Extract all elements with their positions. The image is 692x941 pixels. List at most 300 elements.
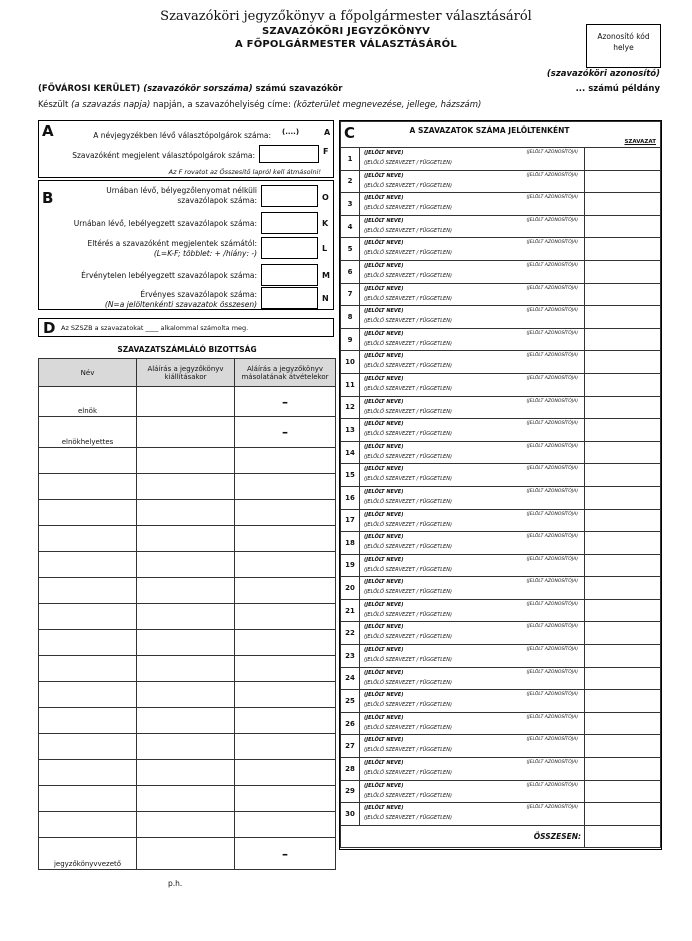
candidate-name: (JELÖLT NEVE) <box>364 534 404 541</box>
votes-field[interactable] <box>585 599 661 622</box>
candidate-organization: (JELÖLŐ SZERVEZET / FÜGGETLEN) <box>364 453 452 460</box>
candidate-name: (JELÖLT NEVE) <box>364 556 404 563</box>
candidate-cell <box>360 712 585 735</box>
form-title: Szavazóköri jegyzőkönyv a főpolgármester választásáról <box>160 9 532 24</box>
votes-field[interactable] <box>585 170 661 193</box>
candidate-cell <box>360 373 585 396</box>
candidate-id: (JELÖLT AZONOSÍTÓJA) <box>526 692 578 698</box>
candidate-cell <box>360 238 585 261</box>
difference-field[interactable] <box>261 237 318 259</box>
table-row <box>39 552 336 578</box>
address-label: (közterület megnevezése, jellege, házszám) <box>293 100 482 110</box>
signature-cell[interactable] <box>137 387 235 417</box>
candidate-row <box>341 645 661 668</box>
votes-field[interactable] <box>585 238 661 261</box>
candidate-cell <box>360 328 585 351</box>
votes-field[interactable] <box>585 419 661 442</box>
table-row <box>39 578 336 604</box>
signature-cell[interactable] <box>137 630 235 656</box>
candidate-row <box>341 396 661 419</box>
signature-cell[interactable] <box>137 500 235 526</box>
candidate-row <box>341 532 661 555</box>
candidate-cell <box>360 283 585 306</box>
candidate-id: (JELÖLT AZONOSÍTÓJA) <box>526 172 578 178</box>
section-c-letter: C <box>344 124 356 142</box>
candidate-cell <box>360 419 585 442</box>
invalid-ballots-field[interactable] <box>261 264 318 286</box>
candidate-row <box>341 283 661 306</box>
name-cell[interactable] <box>39 786 137 812</box>
seal-placeholder: p.h. <box>168 879 183 888</box>
candidate-cell <box>360 667 585 690</box>
committee-table <box>38 358 336 870</box>
candidate-id: (JELÖLT AZONOSÍTÓJA) <box>526 398 578 404</box>
table-row <box>39 708 336 734</box>
candidate-id: (JELÖLT AZONOSÍTÓJA) <box>526 217 578 223</box>
votes-field[interactable] <box>585 193 661 216</box>
name-cell[interactable] <box>39 526 137 552</box>
candidate-cell <box>360 148 585 171</box>
row-o-code: O <box>322 193 329 202</box>
signature-cell[interactable] <box>235 500 336 526</box>
votes-field[interactable] <box>585 373 661 396</box>
candidate-organization: (JELÖLŐ SZERVEZET / FÜGGETLEN) <box>364 544 452 551</box>
candidate-name: (JELÖLT NEVE) <box>364 624 404 631</box>
signature-cell[interactable] <box>137 708 235 734</box>
candidate-row <box>341 667 661 690</box>
candidate-row <box>341 780 661 803</box>
votes-field[interactable] <box>585 667 661 690</box>
candidate-organization: (JELÖLŐ SZERVEZET / FÜGGETLEN) <box>364 679 452 686</box>
signature-cell[interactable] <box>235 474 336 500</box>
name-cell[interactable] <box>39 604 137 630</box>
candidate-organization: (JELÖLŐ SZERVEZET / FÜGGETLEN) <box>364 521 452 528</box>
valid-ballots-formula: (N=a jelöltenkénti szavazatok összesen) <box>104 300 257 309</box>
candidate-row-number: 24 <box>341 667 360 690</box>
table-row <box>39 604 336 630</box>
candidate-row <box>341 509 661 532</box>
candidate-cell <box>360 215 585 238</box>
candidate-organization: (JELÖLŐ SZERVEZET / FÜGGETLEN) <box>364 702 452 709</box>
candidate-row-number: 6 <box>341 260 360 283</box>
candidate-organization: (JELÖLŐ SZERVEZET / FÜGGETLEN) <box>364 295 452 302</box>
votes-column-header: SZAVAZAT <box>624 139 656 145</box>
candidate-name: (JELÖLT NEVE) <box>364 782 404 789</box>
row-m-code: M <box>322 271 330 280</box>
candidate-row-number: 27 <box>341 735 360 758</box>
signature-cell[interactable] <box>235 526 336 552</box>
candidate-id: (JELÖLT AZONOSÍTÓJA) <box>526 195 578 201</box>
form-title-bold-2: A FŐPOLGÁRMESTER VÁLASZTÁSÁRÓL <box>235 39 457 50</box>
stamped-ballots-label: Urnában lévő, lebélyegzett szavazólapok száma: <box>73 219 257 228</box>
candidate-id: (JELÖLT AZONOSÍTÓJA) <box>526 737 578 743</box>
table-row <box>39 500 336 526</box>
votes-field[interactable] <box>585 577 661 600</box>
candidate-organization: (JELÖLŐ SZERVEZET / FÜGGETLEN) <box>364 657 452 664</box>
candidate-cell <box>360 554 585 577</box>
candidate-organization: (JELÖLŐ SZERVEZET / FÜGGETLEN) <box>364 611 452 618</box>
candidate-id: (JELÖLT AZONOSÍTÓJA) <box>526 782 578 788</box>
signature-cell[interactable] <box>137 838 235 870</box>
candidate-cell <box>360 735 585 758</box>
candidate-row <box>341 351 661 374</box>
made-label: Készült <box>38 100 69 110</box>
candidate-organization: (JELÖLŐ SZERVEZET / FÜGGETLEN) <box>364 182 452 189</box>
candidate-organization: (JELÖLŐ SZERVEZET / FÜGGETLEN) <box>364 815 452 822</box>
candidate-name: (JELÖLT NEVE) <box>364 262 404 269</box>
name-cell[interactable] <box>39 552 137 578</box>
candidate-name: (JELÖLT NEVE) <box>364 488 404 495</box>
voters-appeared-label: Szavazóként megjelent választópolgárok száma: <box>72 151 255 160</box>
signature-cell[interactable] <box>137 812 235 838</box>
valid-ballots-field[interactable] <box>261 287 318 309</box>
candidate-row <box>341 599 661 622</box>
candidate-row <box>341 464 661 487</box>
candidate-row-number: 15 <box>341 464 360 487</box>
name-cell[interactable] <box>39 812 137 838</box>
candidate-id: (JELÖLT AZONOSÍTÓJA) <box>526 308 578 314</box>
candidate-cell <box>360 193 585 216</box>
votes-field[interactable] <box>585 622 661 645</box>
candidate-row-number: 11 <box>341 373 360 396</box>
difference-line1: Eltérés a szavazóként megjelentek számától: <box>87 239 257 248</box>
candidate-row-number: 9 <box>341 328 360 351</box>
candidate-row <box>341 419 661 442</box>
candidate-organization: (JELÖLŐ SZERVEZET / FÜGGETLEN) <box>364 272 452 279</box>
candidate-row-number: 22 <box>341 622 360 645</box>
signature-cell[interactable] <box>137 474 235 500</box>
table-row <box>39 630 336 656</box>
name-cell[interactable] <box>39 578 137 604</box>
candidate-id: (JELÖLT AZONOSÍTÓJA) <box>526 511 578 517</box>
candidate-id: (JELÖLT AZONOSÍTÓJA) <box>526 805 578 811</box>
name-cell[interactable] <box>39 500 137 526</box>
candidate-row <box>341 148 661 171</box>
votes-field[interactable] <box>585 645 661 668</box>
votes-field[interactable] <box>585 803 661 826</box>
candidate-organization: (JELÖLŐ SZERVEZET / FÜGGETLEN) <box>364 205 452 212</box>
candidate-cell <box>360 509 585 532</box>
candidate-row <box>341 441 661 464</box>
signature-cell[interactable] <box>137 552 235 578</box>
candidate-row <box>341 758 661 781</box>
votes-field[interactable] <box>585 486 661 509</box>
unstamped-ballots-line2: szavazólapok száma: <box>177 196 257 205</box>
votes-field[interactable] <box>585 758 661 781</box>
name-cell[interactable] <box>39 474 137 500</box>
unstamped-ballots-line1: Urnában lévő, bélyegzőlenyomat nélküli <box>106 186 257 195</box>
table-row <box>39 734 336 760</box>
votes-field[interactable] <box>585 712 661 735</box>
votes-field[interactable] <box>585 735 661 758</box>
dash-mark: – <box>235 417 336 448</box>
signature-cell[interactable] <box>137 760 235 786</box>
row-f-code: F <box>323 147 329 156</box>
section-a-letter: A <box>42 122 54 140</box>
votes-field[interactable] <box>585 215 661 238</box>
signature-cell[interactable] <box>137 734 235 760</box>
stamped-ballots-field[interactable] <box>261 212 318 234</box>
candidate-organization: (JELÖLŐ SZERVEZET / FÜGGETLEN) <box>364 747 452 754</box>
candidate-row <box>341 306 661 329</box>
votes-field[interactable] <box>585 328 661 351</box>
signature-cell[interactable] <box>235 734 336 760</box>
section-b-box <box>38 180 334 310</box>
candidate-cell <box>360 396 585 419</box>
candidate-id: (JELÖLT AZONOSÍTÓJA) <box>526 466 578 472</box>
candidate-organization: (JELÖLŐ SZERVEZET / FÜGGETLEN) <box>364 363 452 370</box>
precinct-number-label: (szavazókör sorszáma) <box>143 84 253 94</box>
candidate-id: (JELÖLT AZONOSÍTÓJA) <box>526 285 578 291</box>
signature-cell[interactable] <box>235 812 336 838</box>
valid-ballots-line1: Érvényes szavazólapok száma: <box>140 290 257 299</box>
table-row <box>39 526 336 552</box>
candidate-cell <box>360 645 585 668</box>
section-d-box <box>38 318 334 337</box>
name-cell[interactable] <box>39 630 137 656</box>
candidate-name: (JELÖLT NEVE) <box>364 669 404 676</box>
candidate-header-row <box>341 122 661 148</box>
votes-field[interactable] <box>585 260 661 283</box>
votes-field[interactable] <box>585 351 661 374</box>
row-l-code: L <box>322 244 328 253</box>
registered-voters-count: (....) <box>282 128 300 136</box>
candidate-row-number: 17 <box>341 509 360 532</box>
votes-field[interactable] <box>585 780 661 803</box>
votes-field[interactable] <box>585 441 661 464</box>
col-name: Név <box>39 359 137 387</box>
address-intro: napján, a szavazóhelyiség címe: <box>153 100 291 110</box>
candidate-row-number: 2 <box>341 170 360 193</box>
name-cell[interactable] <box>39 760 137 786</box>
candidate-id: (JELÖLT AZONOSÍTÓJA) <box>526 240 578 246</box>
section-d-letter: D <box>43 319 56 337</box>
candidate-row-number: 21 <box>341 599 360 622</box>
signature-cell[interactable] <box>235 578 336 604</box>
candidate-row <box>341 622 661 645</box>
signature-cell[interactable] <box>235 708 336 734</box>
candidate-id: (JELÖLT AZONOSÍTÓJA) <box>526 534 578 540</box>
candidate-row <box>341 712 661 735</box>
candidate-id: (JELÖLT AZONOSÍTÓJA) <box>526 150 578 155</box>
candidate-organization: (JELÖLŐ SZERVEZET / FÜGGETLEN) <box>364 634 452 641</box>
form-title-bold-1: SZAVAZÓKÖRI JEGYZŐKÖNYV <box>261 26 431 37</box>
candidate-name: (JELÖLT NEVE) <box>364 308 404 315</box>
name-cell[interactable] <box>39 708 137 734</box>
candidate-organization: (JELÖLŐ SZERVEZET / FÜGGETLEN) <box>364 160 452 166</box>
candidate-name: (JELÖLT NEVE) <box>364 579 404 586</box>
candidate-row <box>341 373 661 396</box>
candidate-name: (JELÖLT NEVE) <box>364 353 404 360</box>
candidate-cell <box>360 464 585 487</box>
votes-field[interactable] <box>585 306 661 329</box>
votes-field[interactable] <box>585 148 661 171</box>
candidate-cell <box>360 622 585 645</box>
signature-cell[interactable] <box>137 448 235 474</box>
table-row <box>39 760 336 786</box>
candidate-organization: (JELÖLŐ SZERVEZET / FÜGGETLEN) <box>364 318 452 325</box>
candidate-organization: (JELÖLŐ SZERVEZET / FÜGGETLEN) <box>364 792 452 799</box>
candidate-name: (JELÖLT NEVE) <box>364 805 404 812</box>
candidate-row-number: 14 <box>341 441 360 464</box>
candidate-row-number: 1 <box>341 148 360 171</box>
signature-cell[interactable] <box>137 682 235 708</box>
candidate-row <box>341 554 661 577</box>
signature-cell[interactable] <box>235 786 336 812</box>
signature-cell[interactable] <box>137 526 235 552</box>
signature-cell[interactable] <box>137 786 235 812</box>
candidate-row-number: 29 <box>341 780 360 803</box>
signature-cell[interactable] <box>235 604 336 630</box>
total-votes-field[interactable] <box>585 825 661 847</box>
candidate-row <box>341 735 661 758</box>
candidate-row <box>341 690 661 713</box>
votes-field[interactable] <box>585 396 661 419</box>
name-cell[interactable] <box>39 734 137 760</box>
candidate-id: (JELÖLT AZONOSÍTÓJA) <box>526 669 578 675</box>
row-n-code: N <box>322 294 329 303</box>
table-row <box>39 387 336 417</box>
votes-field[interactable] <box>585 283 661 306</box>
candidate-name: (JELÖLT NEVE) <box>364 240 404 247</box>
name-cell[interactable] <box>39 682 137 708</box>
candidate-row <box>341 215 661 238</box>
registered-voters-label: A névjegyzékben lévő választópolgárok száma: <box>93 131 271 140</box>
section-c-title: A SZAVAZATOK SZÁMA JELÖLTENKÉNT <box>409 126 570 135</box>
candidate-organization: (JELÖLŐ SZERVEZET / FÜGGETLEN) <box>364 770 452 777</box>
total-row <box>341 825 661 847</box>
signature-cell[interactable] <box>137 656 235 682</box>
candidate-row <box>341 486 661 509</box>
candidate-organization: (JELÖLŐ SZERVEZET / FÜGGETLEN) <box>364 724 452 731</box>
section-b-letter: B <box>42 189 54 207</box>
candidate-row-number: 30 <box>341 803 360 826</box>
voters-appeared-field[interactable] <box>259 145 319 163</box>
candidate-cell <box>360 486 585 509</box>
candidate-row <box>341 803 661 826</box>
candidate-cell <box>360 577 585 600</box>
votes-field[interactable] <box>585 464 661 487</box>
dash-mark: – <box>235 387 336 417</box>
candidate-name: (JELÖLT NEVE) <box>364 737 404 744</box>
precinct-line <box>38 84 342 94</box>
table-row <box>39 786 336 812</box>
candidate-id: (JELÖLT AZONOSÍTÓJA) <box>526 353 578 359</box>
votes-field[interactable] <box>585 509 661 532</box>
candidate-organization: (JELÖLŐ SZERVEZET / FÜGGETLEN) <box>364 340 452 347</box>
candidate-cell <box>360 532 585 555</box>
candidate-cell <box>360 351 585 374</box>
candidate-cell <box>360 441 585 464</box>
candidate-row-number: 3 <box>341 193 360 216</box>
signature-cell[interactable] <box>235 630 336 656</box>
candidate-name: (JELÖLT NEVE) <box>364 172 404 179</box>
table-row <box>39 812 336 838</box>
candidate-row <box>341 577 661 600</box>
difference-formula: (L=K-F; többlet: + /hiány: -) <box>153 249 257 258</box>
candidate-id: (JELÖLT AZONOSÍTÓJA) <box>526 647 578 653</box>
signature-cell[interactable] <box>235 656 336 682</box>
signature-cell[interactable] <box>235 682 336 708</box>
candidate-cell <box>360 758 585 781</box>
col-sign-copy: Aláírás a jegyzőkönyv másolatának átvételekor <box>235 359 336 387</box>
candidate-name: (JELÖLT NEVE) <box>364 647 404 654</box>
candidate-name: (JELÖLT NEVE) <box>364 421 404 428</box>
section-c-box <box>339 120 662 850</box>
table-row <box>39 417 336 448</box>
valid-ballots-label <box>47 290 257 310</box>
signature-cell[interactable] <box>235 448 336 474</box>
candidate-id: (JELÖLT AZONOSÍTÓJA) <box>526 760 578 766</box>
candidate-organization: (JELÖLŐ SZERVEZET / FÜGGETLEN) <box>364 385 452 392</box>
candidate-cell <box>360 260 585 283</box>
candidate-row-number: 12 <box>341 396 360 419</box>
date-address-line <box>38 100 481 110</box>
candidate-cell <box>360 780 585 803</box>
candidate-organization: (JELÖLŐ SZERVEZET / FÜGGETLEN) <box>364 589 452 596</box>
role-clerk: jegyzőkönyvvezető <box>39 838 137 870</box>
candidate-organization: (JELÖLŐ SZERVEZET / FÜGGETLEN) <box>364 227 452 234</box>
table-row <box>39 474 336 500</box>
table-row <box>39 838 336 870</box>
role-vice-chair: elnökhelyettes <box>39 417 137 448</box>
name-cell[interactable] <box>39 656 137 682</box>
candidate-organization: (JELÖLŐ SZERVEZET / FÜGGETLEN) <box>364 250 452 257</box>
candidate-row <box>341 260 661 283</box>
total-label: ÖSSZESEN: <box>360 825 585 847</box>
candidate-row-number: 5 <box>341 238 360 261</box>
candidate-row <box>341 193 661 216</box>
signature-cell[interactable] <box>137 417 235 448</box>
precinct-suffix: számú szavazókör <box>255 84 343 94</box>
candidate-row <box>341 328 661 351</box>
signature-cell[interactable] <box>137 578 235 604</box>
candidate-id: (JELÖLT AZONOSÍTÓJA) <box>526 375 578 381</box>
candidate-name: (JELÖLT NEVE) <box>364 195 404 202</box>
signature-cell[interactable] <box>235 552 336 578</box>
unstamped-ballots-field[interactable] <box>261 185 318 207</box>
signature-cell[interactable] <box>235 760 336 786</box>
candidate-row-number: 25 <box>341 690 360 713</box>
candidate-cell <box>360 599 585 622</box>
votes-field[interactable] <box>585 554 661 577</box>
candidate-row-number: 18 <box>341 532 360 555</box>
table-row <box>39 682 336 708</box>
votes-field[interactable] <box>585 690 661 713</box>
candidate-name: (JELÖLT NEVE) <box>364 760 404 767</box>
candidate-cell <box>360 306 585 329</box>
copy-number: ... számú példány <box>575 84 660 94</box>
candidate-row-number: 10 <box>341 351 360 374</box>
candidate-name: (JELÖLT NEVE) <box>364 330 404 337</box>
candidate-name: (JELÖLT NEVE) <box>364 511 404 518</box>
candidate-row-number: 26 <box>341 712 360 735</box>
difference-label <box>47 239 257 259</box>
candidate-name: (JELÖLT NEVE) <box>364 714 404 721</box>
candidate-row-number: 23 <box>341 645 360 668</box>
id-code-box: Azonosító kód helye <box>586 24 661 68</box>
district-label: (FŐVÁROSI KERÜLET) <box>38 84 141 94</box>
name-cell[interactable] <box>39 448 137 474</box>
signature-cell[interactable] <box>137 604 235 630</box>
candidate-organization: (JELÖLŐ SZERVEZET / FÜGGETLEN) <box>364 408 452 415</box>
candidate-row-number: 13 <box>341 419 360 442</box>
f-copy-note: Az F rovatot az Összesítő lapról kell átmásolni! <box>168 168 321 176</box>
candidate-name: (JELÖLT NEVE) <box>364 601 404 608</box>
candidate-name: (JELÖLT NEVE) <box>364 217 404 224</box>
candidate-row-number: 16 <box>341 486 360 509</box>
votes-field[interactable] <box>585 532 661 555</box>
